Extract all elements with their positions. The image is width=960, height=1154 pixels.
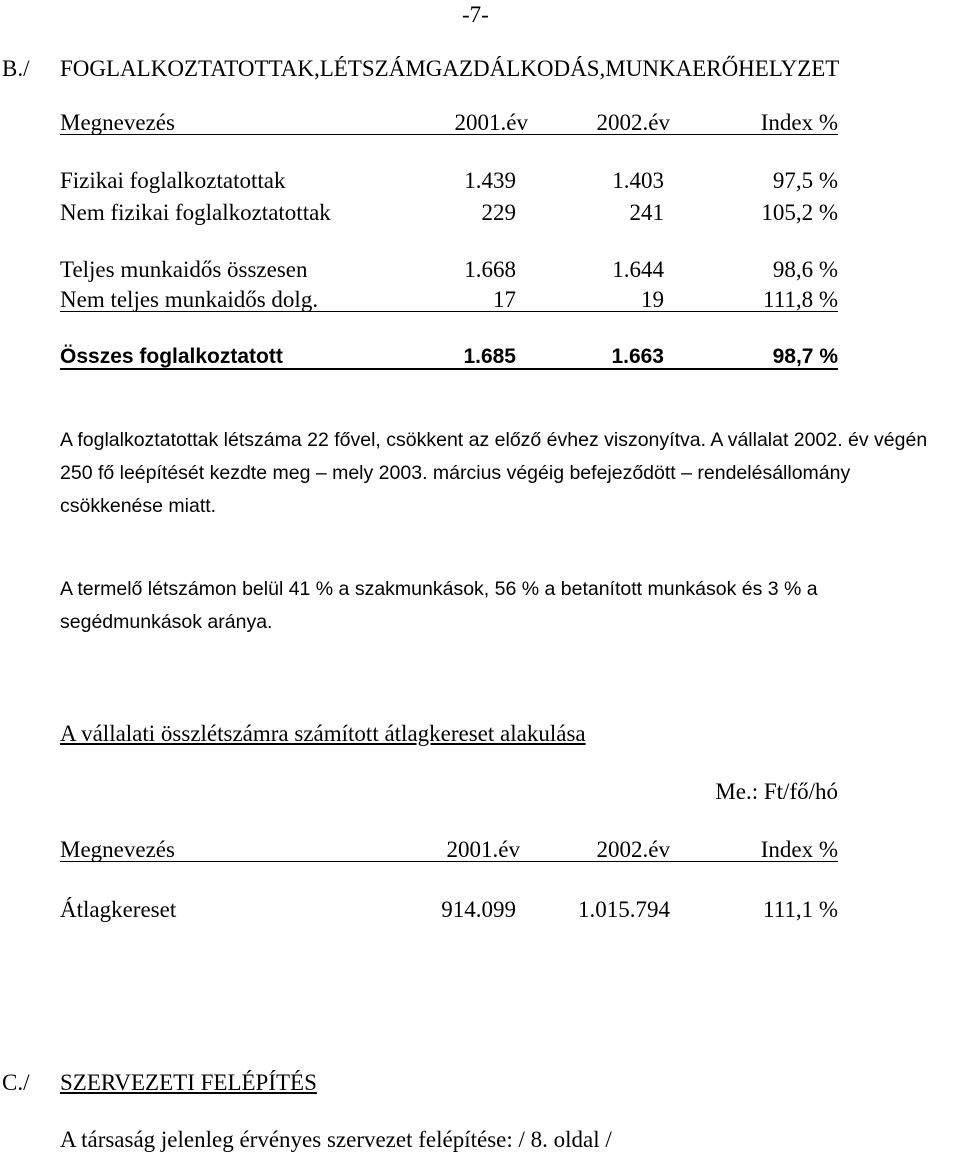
wage-header-index: Index % (760, 837, 838, 862)
wage-header-2002: 2002.év (596, 837, 670, 862)
table1-total-rule (60, 368, 838, 370)
table1-cell-2001: 1.439 (464, 168, 516, 193)
table1-cell-index: 97,5 % (772, 168, 838, 193)
wage-header-2001: 2001.év (446, 837, 520, 862)
table1-cell-2001: 229 (481, 200, 516, 225)
wage-section-title: A vállalati összlétszámra számított átlagkereset alakulása (60, 721, 586, 746)
table1-cell-name: Teljes munkaidős összesen (60, 257, 308, 282)
table1-header-2002: 2002.év (596, 110, 670, 135)
table1-header-rule (60, 134, 838, 135)
section-c-title: SZERVEZETI FELÉPÍTÉS (60, 1070, 317, 1095)
table1-cell-2002: 1.644 (612, 257, 664, 282)
table1-cell-2001: 17 (493, 287, 516, 312)
page-number: -7- (462, 2, 489, 27)
wage-cell-name: Átlagkereset (60, 897, 177, 922)
section-c-marker: C./ (2, 1070, 30, 1095)
wage-header-name: Megnevezés (60, 837, 175, 862)
table1-header-index: Index % (760, 110, 838, 135)
table1-cell-name: Nem fizikai foglalkoztatottak (60, 200, 331, 225)
table1-cell-name: Nem teljes munkaidős dolg. (60, 287, 319, 312)
wage-cell-2001: 914.099 (441, 897, 516, 922)
wage-cell-index: 111,1 % (763, 897, 838, 922)
section-c-text: A társaság jelenleg érvényes szervezet felépítése: / 8. oldal / (60, 1127, 612, 1152)
section-b-marker: B./ (2, 56, 30, 81)
table1-cell-name: Fizikai foglalkoztatottak (60, 168, 286, 193)
wage-cell-2002: 1.015.794 (578, 897, 670, 922)
table1-header-name: Megnevezés (60, 110, 175, 135)
table1-total-index: 98,7 % (772, 345, 838, 368)
table1-cell-index: 111,8 % (763, 287, 838, 312)
table1-cell-2001: 1.668 (464, 257, 516, 282)
table1-cell-index: 98,6 % (772, 257, 838, 282)
section-b-title: FOGLALKOZTATOTTAK,LÉTSZÁMGAZDÁLKODÁS,MUNKAERŐHELYZET (60, 56, 840, 81)
paragraph-production-ratio: A termelő létszámon belül 41 % a szakmunkások, 56 % a betanított munkások és 3 % a segédmunkások aránya. (60, 578, 818, 633)
table1-total-2002: 1.663 (611, 345, 664, 368)
wage-header-rule (60, 861, 838, 862)
table1-header-2001: 2001.év (454, 110, 528, 135)
table1-subtotal-rule (60, 311, 838, 312)
table1-total-2001: 1.685 (463, 345, 516, 368)
table1-total-name: Összes foglalkoztatott (60, 345, 283, 368)
table1-cell-2002: 241 (629, 200, 664, 225)
wage-unit: Me.: Ft/fő/hó (715, 779, 838, 804)
table1-cell-index: 105,2 % (761, 200, 838, 225)
paragraph-headcount: A foglalkoztatottak létszáma 22 fővel, csökkent az előző évhez viszonyítva. A vállalat 2002. év végén 250 fő leépítését kezdte meg – mely 2003. március végéig befejeződött – rendelésállomány csökkenése miatt. (60, 429, 928, 517)
table1-cell-2002: 1.403 (612, 168, 664, 193)
table1-cell-2002: 19 (641, 287, 664, 312)
